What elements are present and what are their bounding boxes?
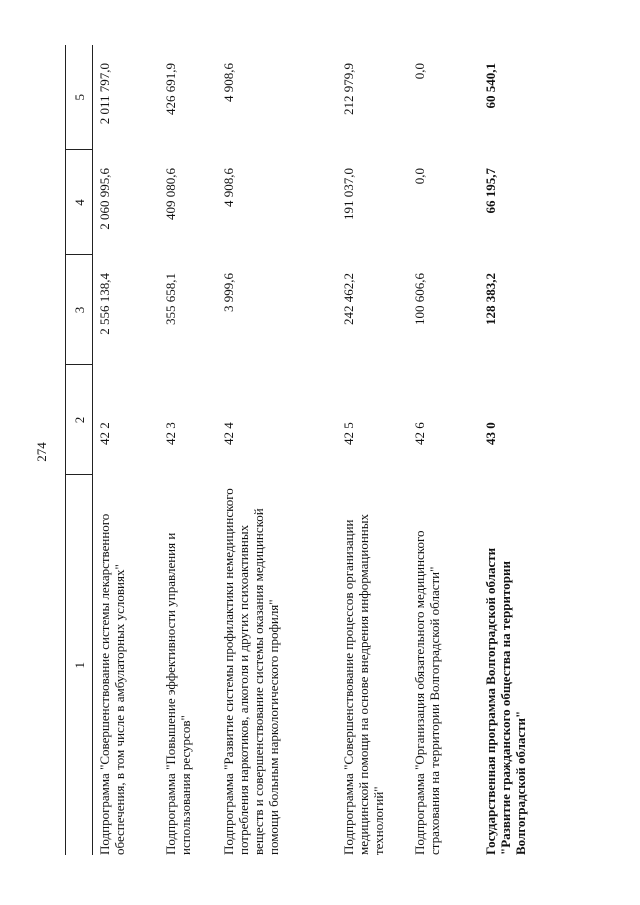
table-header-row: [66, 45, 93, 855]
value-cell: 242 462,2: [341, 273, 356, 325]
column-header: 4: [66, 150, 93, 255]
program-name-cell: Подпрограмма "Повышение эффективности управления и использования ресурсов": [163, 532, 193, 855]
program-name-cell: Подпрограмма "Развитие системы профилактики немедицинского потребления наркотиков, алкоголя и других психоактивных веществ и совершенствование системы оказания медицинской помощи больным наркологического профиля": [221, 488, 281, 855]
value-cell: 191 037,0: [341, 168, 356, 220]
column-header: 1: [66, 475, 93, 855]
table-row-program-total: [479, 45, 547, 855]
value-cell: 2 060 995,6: [97, 168, 112, 230]
table-row: [337, 45, 408, 855]
column-header: 2: [66, 365, 93, 475]
value-cell: 355 658,1: [163, 273, 178, 325]
program-code-cell: 43 0: [483, 422, 498, 445]
table-row: [93, 45, 160, 855]
budget-table: [65, 45, 547, 855]
table-row: [408, 45, 479, 855]
program-code-cell: 42 5: [341, 422, 356, 445]
value-cell: 3 999,6: [221, 273, 236, 312]
value-cell: 4 908,6: [221, 168, 236, 207]
program-code-cell: 42 2: [97, 422, 112, 445]
column-header: 5: [66, 45, 93, 150]
value-cell: 409 080,6: [163, 168, 178, 220]
value-cell: 0,0: [412, 63, 427, 80]
value-cell: 426 691,9: [163, 63, 178, 115]
value-cell: 0,0: [412, 168, 427, 185]
value-cell: 66 195,7: [483, 168, 498, 214]
program-code-cell: 42 6: [412, 422, 427, 445]
program-code-cell: 42 4: [221, 422, 236, 445]
value-cell: 128 383,2: [483, 273, 498, 325]
value-cell: 212 979,9: [341, 63, 356, 115]
value-cell: 100 606,6: [412, 273, 427, 325]
value-cell: 4 908,6: [221, 63, 236, 102]
table-row: [217, 45, 337, 855]
program-name-cell: Подпрограмма "Совершенствование процессов организации медицинской помощи на основе внедрения информационных технологий": [341, 514, 386, 855]
rotated-table-container: [65, 45, 565, 855]
program-name-cell: Подпрограмма "Совершенствование системы лекарственного обеспечения, в том числе в амбулаторных условиях": [97, 513, 127, 855]
program-name-cell: Государственная программа Волгоградской области "Развитие гражданского общества на территории Волгоградской области": [483, 547, 528, 855]
value-cell: 2 011 797,0: [97, 63, 112, 125]
column-header: 3: [66, 255, 93, 365]
program-name-cell: Подпрограмма "Организация обязательного медицинского страхования на территории Волгоградской области": [412, 530, 442, 855]
table-row: [159, 45, 217, 855]
value-cell: 60 540,1: [483, 63, 498, 109]
value-cell: 2 556 138,4: [97, 273, 112, 335]
program-code-cell: 42 3: [163, 422, 178, 445]
page-number: 274: [34, 442, 49, 462]
